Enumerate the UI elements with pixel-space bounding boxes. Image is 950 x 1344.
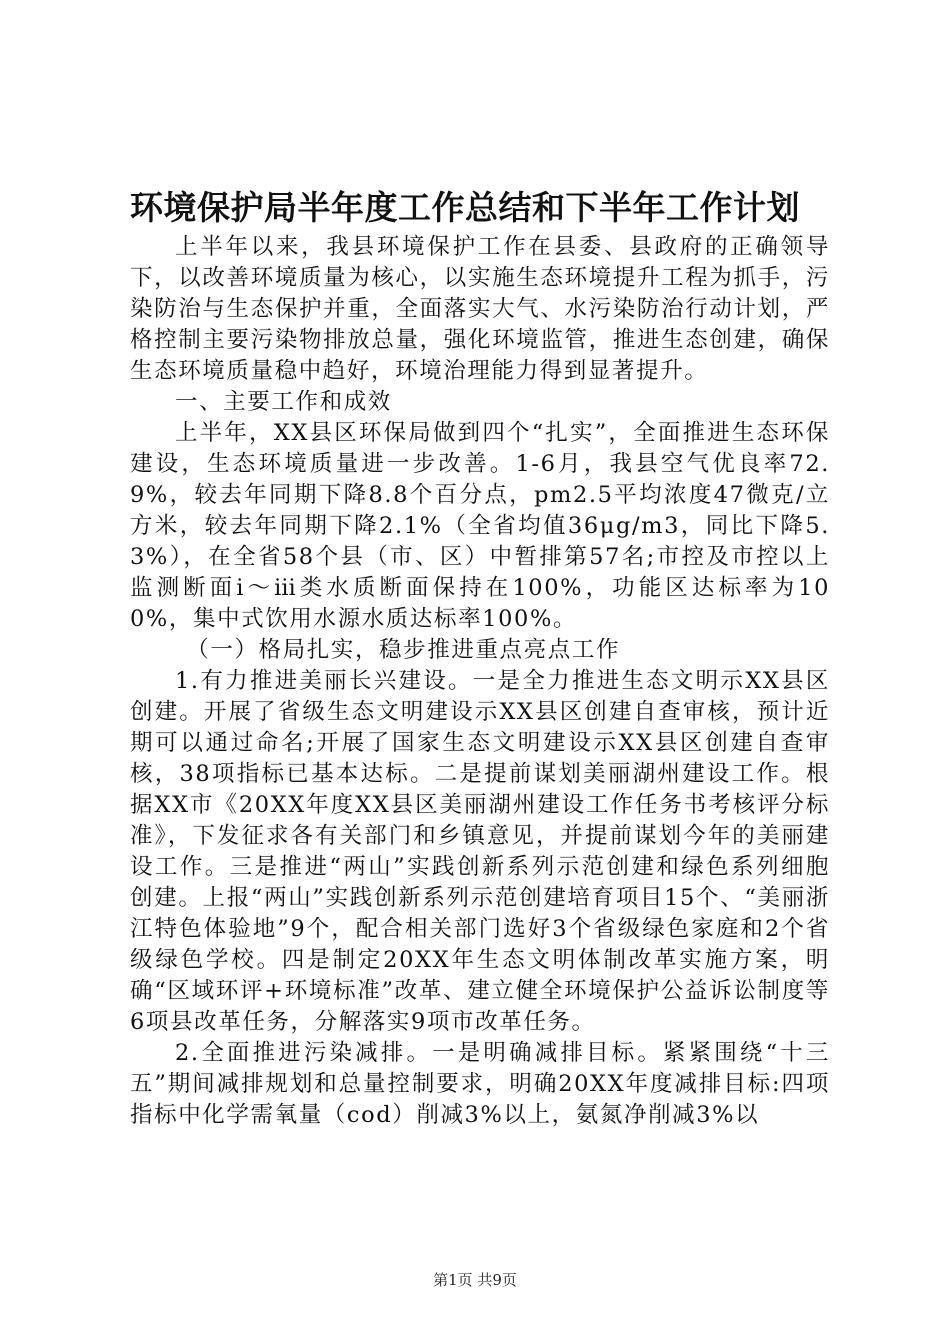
- intro-paragraph: 上半年以来，我县环境保护工作在县委、县政府的正确领导下，以改善环境质量为核心，以实施生态环境提升工程为抓手，污染防治与生态保护并重，全面落实大气、水污染防治行动计划，严格控制主要污染物排放总量，强化环境监管，推进生态创建，确保生态环境质量稳中趋好，环境治理能力得到显著提升。: [130, 234, 830, 384]
- summary-paragraph: 上半年，XX县区环保局做到四个“扎实”，全面推进生态环保建设，生态环境质量进一步改善。1-6月，我县空气优良率72.9%，较去年同期下降8.8个百分点，pm2.5平均浓度47微克/立方米，较去年同期下降2.1%（全省均值36μg/m3，同比下降5.3%），在全省58个县（市、区）中暂排第57名;市控及市控以上监测断面ⅰ～ⅲ类水质断面保持在100%，功能区达标率为100%，集中式饮用水源水质达标率100%。: [130, 420, 830, 632]
- item-1-paragraph: 1.有力推进美丽长兴建设。一是全力推进生态文明示XX县区创建。开展了省级生态文明建设示XX县区创建自查审核，预计近期可以通过命名;开展了国家生态文明建设示XX县区创建自查审核，38项指标已基本达标。二是提前谋划美丽湖州建设工作。根据XX市《20XX年度XX县区美丽湖州建设工作任务书考核评分标准》，下发征求各有关部门和乡镇意见，并提前谋划今年的美丽建设工作。三是推进“两山”实践创新系列示范创建和绿色系列细胞创建。上报“两山”实践创新系列示范创建培育项目15个、“美丽浙江特色体验地”9个，配合相关部门选好3个省级绿色家庭和2个省级绿色学校。四是制定20XX年生态文明体制改革实施方案，明确“区域环评+环境标准”改革、建立健全环境保护公益诉讼制度等6项县改革任务，分解落实9项市改革任务。: [130, 668, 830, 1035]
- document-body: [130, 232, 830, 1131]
- section-heading-main-work: 一、主要工作和成效: [175, 389, 392, 415]
- item-2-paragraph: 2.全面推进污染减排。一是明确减排目标。紧紧围绕“十三五”期间减排规划和总量控制要求，明确20XX年度减排目标:四项指标中化学需氧量（cod）削减3%以上，氨氮净削减3%以: [130, 1040, 830, 1128]
- page-number-footer: 第1页 共9页: [433, 1271, 517, 1289]
- subsection-heading-layout: （一）格局扎实，稳步推进重点亮点工作: [186, 637, 621, 663]
- document-title: 环境保护局半年度工作总结和下半年工作计划: [130, 188, 800, 227]
